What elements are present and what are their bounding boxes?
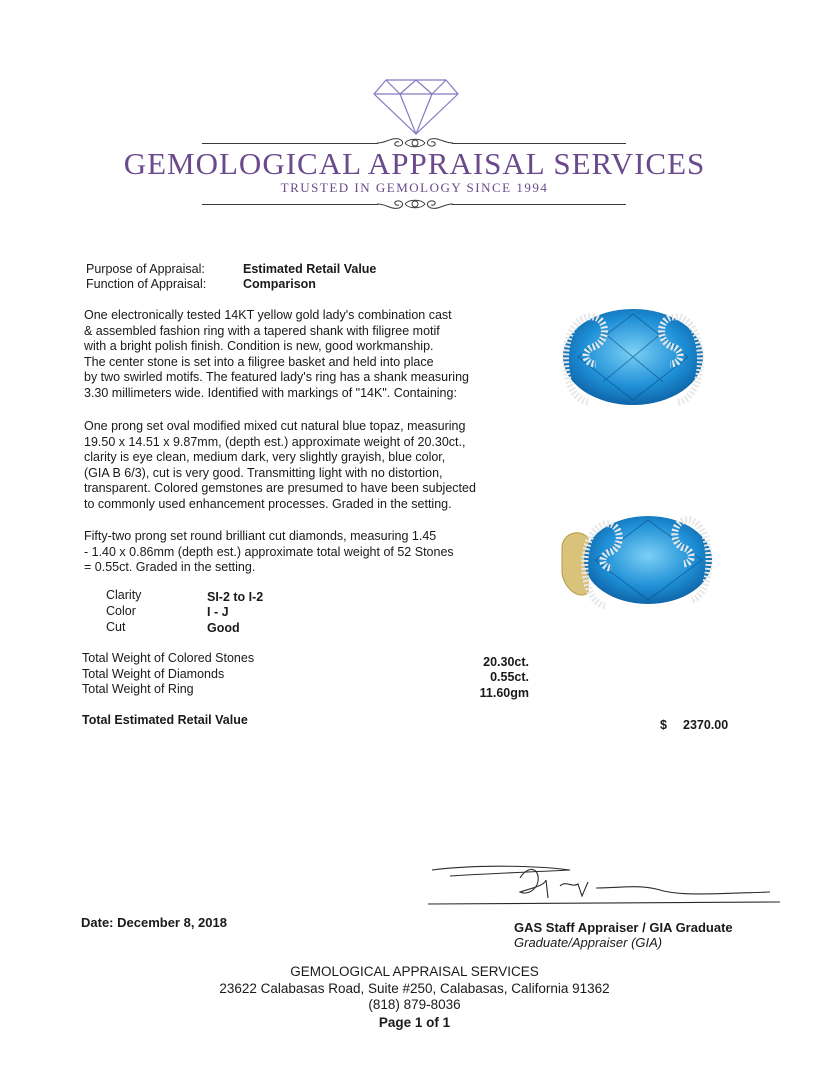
brand-tagline: TRUSTED IN GEMOLOGY SINCE 1994 bbox=[280, 180, 549, 195]
text-line: The center stone is set into a filigree basket and held into place bbox=[84, 354, 434, 369]
footer-address: 23622 Calabasas Road, Suite #250, Calabasas, California 91362 bbox=[219, 981, 610, 996]
total-retail-value: 2370.00 bbox=[683, 718, 729, 732]
page-number: Page 1 of 1 bbox=[378, 1015, 451, 1030]
purpose-value: Estimated Retail Value bbox=[243, 262, 377, 276]
text-line: by two swirled motifs. The featured lady's ring has a shank measuring bbox=[84, 370, 469, 384]
text-line: clarity is eye clean, medium dark, very slightly grayish, blue color, bbox=[84, 450, 446, 464]
footer-company: GEMOLOGICAL APPRAISAL SERVICES bbox=[290, 964, 539, 979]
function-label: Function of Appraisal: bbox=[86, 277, 207, 291]
header-rule-top-right bbox=[452, 143, 626, 144]
text-line: & assembled fashion ring with a tapered shank with filigree motif bbox=[84, 323, 440, 338]
total-colored-value: 20.30ct. bbox=[483, 655, 529, 669]
flourish-ornament-icon bbox=[375, 195, 455, 213]
text-line: with a bright polish finish. Condition is new, good workmanship. bbox=[84, 339, 434, 353]
cut-label: Cut bbox=[106, 620, 126, 634]
total-diamonds-label: Total Weight of Diamonds bbox=[82, 667, 225, 681]
text-line: One prong set oval modified mixed cut natural blue topaz, measuring bbox=[84, 419, 466, 433]
clarity-label: Clarity bbox=[106, 588, 142, 602]
total-ring-value: 11.60gm bbox=[479, 686, 529, 700]
text-line: = 0.55ct. Graded in the setting. bbox=[84, 560, 256, 574]
clarity-value: SI-2 to I-2 bbox=[207, 590, 264, 604]
header-rule-top-left bbox=[202, 143, 378, 144]
color-value: I - J bbox=[207, 605, 229, 619]
total-colored-label: Total Weight of Colored Stones bbox=[82, 651, 255, 665]
handwritten-signature bbox=[420, 858, 790, 912]
text-line: 3.30 millimeters wide. Identified with markings of "14K". Containing: bbox=[84, 385, 457, 400]
text-line: (GIA B 6/3), cut is very good. Transmitting light with no distortion, bbox=[84, 465, 443, 480]
ring-photo-bottom bbox=[560, 508, 720, 613]
text-line: Fifty-two prong set round brilliant cut diamonds, measuring 1.45 bbox=[84, 529, 437, 543]
total-ring-label: Total Weight of Ring bbox=[82, 682, 194, 696]
diamond-description bbox=[84, 529, 524, 576]
text-line: 19.50 x 14.51 x 9.87mm, (depth est.) approximate weight of 20.30ct., bbox=[84, 434, 466, 449]
ring-description bbox=[84, 308, 524, 401]
topaz-description bbox=[84, 419, 524, 512]
brand-title: GEMOLOGICAL APPRAISAL SERVICES bbox=[123, 146, 706, 181]
purpose-label: Purpose of Appraisal: bbox=[86, 262, 205, 276]
text-line: One electronically tested 14KT yellow gold lady's combination cast bbox=[84, 308, 452, 322]
text-line: to commonly used enhancement processes. Graded in the setting. bbox=[84, 496, 452, 511]
text-line: - 1.40 x 0.86mm (depth est.) approximate total weight of 52 Stones bbox=[84, 544, 454, 559]
header-rule-bottom-left bbox=[202, 204, 378, 205]
function-value: Comparison bbox=[243, 277, 316, 291]
footer-phone: (818) 879-8036 bbox=[368, 997, 461, 1012]
header-rule-bottom-right bbox=[452, 204, 626, 205]
color-label: Color bbox=[106, 604, 136, 618]
text-line: transparent. Colored gemstones are presumed to have been subjected bbox=[84, 481, 476, 495]
diamond-logo-icon bbox=[372, 76, 460, 136]
total-retail-label: Total Estimated Retail Value bbox=[82, 713, 248, 727]
appraisal-date: Date: December 8, 2018 bbox=[81, 915, 227, 930]
appraiser-subtitle: Graduate/Appraiser (GIA) bbox=[514, 935, 663, 950]
cut-value: Good bbox=[207, 621, 240, 635]
total-diamonds-value: 0.55ct. bbox=[490, 670, 529, 684]
currency-symbol: $ bbox=[660, 718, 667, 732]
ring-photo-top bbox=[548, 302, 718, 412]
appraiser-title: GAS Staff Appraiser / GIA Graduate bbox=[514, 920, 733, 935]
